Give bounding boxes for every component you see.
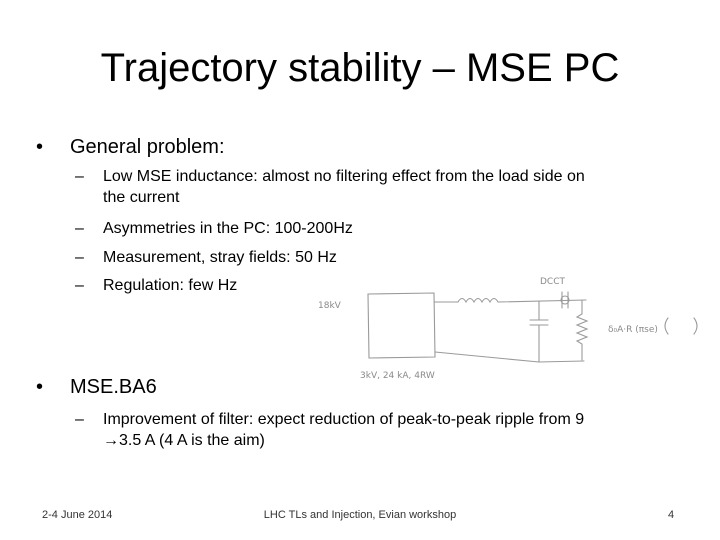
footer-date: 2-4 June 2014 bbox=[42, 509, 113, 521]
slide-title: Trajectory stability – MSE PC bbox=[100, 46, 620, 90]
sub-bullet-text: Measurement, stray fields: 50 Hz bbox=[103, 249, 337, 266]
sub-bullet-text: Improvement of filter: expect reduction of peak-to-peak ripple from 9 bbox=[103, 411, 585, 428]
sub-bullet-text: Asymmetries in the PC: 100-200Hz bbox=[103, 220, 353, 237]
dash-marker: – bbox=[75, 220, 84, 237]
sub-bullet-text-cont: the current bbox=[103, 189, 180, 206]
dash-marker: – bbox=[75, 277, 84, 294]
sketch-label-ratings: 3kV, 24 kA, 4RW bbox=[360, 371, 435, 381]
dash-marker: – bbox=[75, 411, 84, 428]
sub-bullet-text-block bbox=[103, 166, 673, 208]
dash-marker: – bbox=[75, 168, 84, 185]
circuit-sketch-image bbox=[296, 262, 702, 386]
sub-bullet-text-cont: →3.5 A (4 A is the aim) bbox=[103, 432, 265, 449]
page-number: 4 bbox=[668, 509, 675, 521]
sub-bullet-text: Low MSE inductance: almost no filtering effect from the load side on bbox=[103, 168, 585, 185]
bullet-heading: General problem: bbox=[70, 136, 225, 158]
sketch-label-dcct: DCCT bbox=[540, 277, 565, 287]
sketch-label-voltage: 18kV bbox=[318, 301, 341, 311]
bullet-marker: • bbox=[36, 376, 44, 398]
bullet-marker: • bbox=[36, 136, 44, 158]
footer-event: LHC TLs and Injection, Evian workshop bbox=[263, 509, 457, 521]
sketch-label-ripple: δ₀A·R (πse) bbox=[608, 325, 658, 335]
dash-marker: – bbox=[75, 249, 84, 266]
sub-bullet-text: Regulation: few Hz bbox=[103, 277, 238, 294]
bullet-heading: MSE.BA6 bbox=[70, 376, 157, 398]
sub-bullet-text-block bbox=[103, 409, 673, 451]
